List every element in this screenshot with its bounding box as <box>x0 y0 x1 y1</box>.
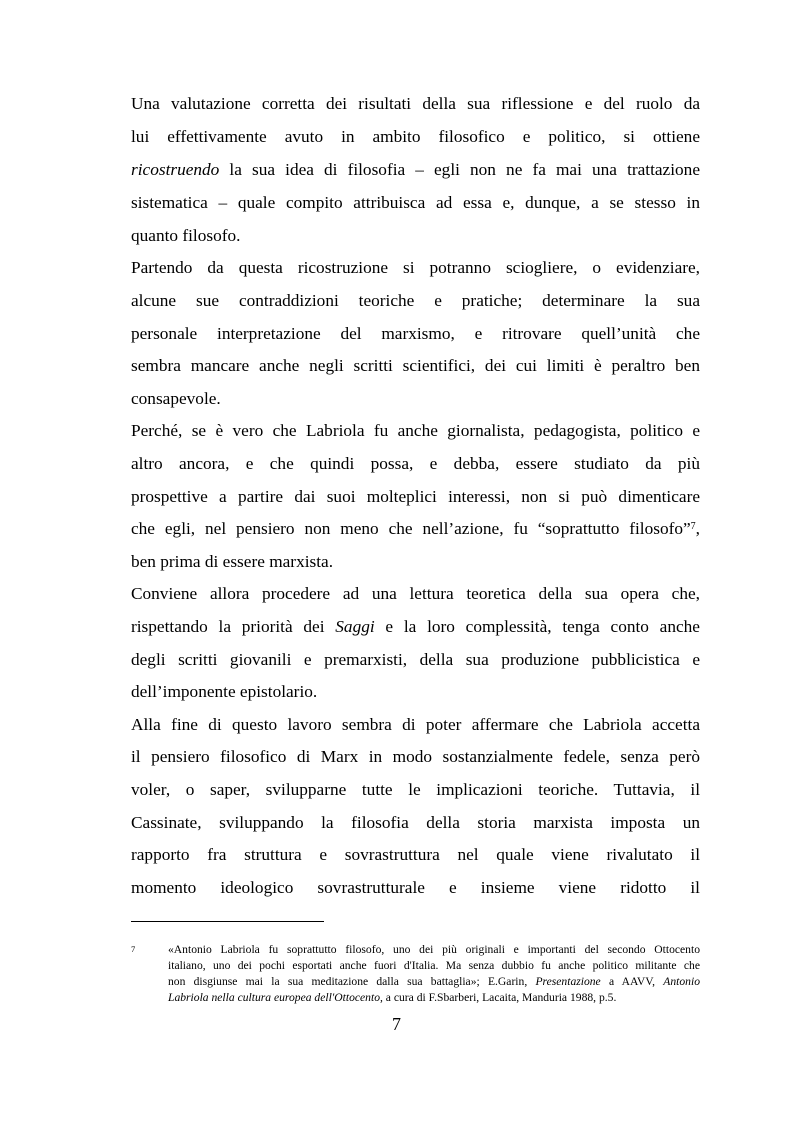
text-line: Cassinate, sviluppando la filosofia della storia marxista imposta un <box>131 813 700 832</box>
text-line: dell’imponente epistolario. <box>131 682 318 701</box>
text-line: voler, o saper, svilupparne tutte le implicazioni teoriche. Tuttavia, il <box>131 780 700 799</box>
text-line: altro ancora, e che quindi possa, e debba, essere studiato da più <box>131 454 700 473</box>
footnote-line <box>168 990 700 1006</box>
text-line: Conviene allora procedere ad una lettura teoretica della sua opera che, <box>131 584 700 603</box>
text-line: il pensiero filosofico di Marx in modo sostanzialmente fedele, senza però <box>131 747 700 766</box>
footnote-reference[interactable]: 7 <box>690 521 696 532</box>
footnote-line <box>168 974 700 990</box>
italic-word: Saggi <box>335 617 375 636</box>
footnote-line: «Antonio Labriola fu soprattutto filosofo, uno dei più originali e importanti del secondo Ottocento <box>168 943 700 956</box>
text-line <box>131 617 700 637</box>
text-line: Partendo da questa ricostruzione si potranno sciogliere, o evidenziare, <box>131 258 700 277</box>
footnote-separator <box>131 921 324 922</box>
italic-title: Labriola nella cultura europea dell'Ottocento, <box>168 991 383 1004</box>
footnote-line: italiano, uno dei pochi esportati anche fuori d'Italia. Ma senza dubbio fu anche politico militante che <box>168 959 700 972</box>
text-line: alcune sue contraddizioni teoriche e pratiche; determinare la sua <box>131 291 700 310</box>
italic-word: ricostruendo <box>131 160 220 179</box>
text-line: Una valutazione corretta dei risultati della sua riflessione e del ruolo da <box>131 94 700 113</box>
text-line: sembra mancare anche negli scritti scientifici, dei cui limiti è peraltro ben <box>131 356 700 375</box>
text-line: lui effettivamente avuto in ambito filosofico e politico, si ottiene <box>131 127 700 146</box>
text-line: prospettive a partire dai suoi molteplici interessi, non si può dimenticare <box>131 487 700 506</box>
text-fragment: rispettando la priorità dei <box>131 617 336 636</box>
text-fragment: la sua idea di filosofia – egli non ne fa mai una trattazione <box>219 160 700 179</box>
italic-title: Presentazione <box>535 975 601 988</box>
text-line: sistematica – quale compito attribuisca ad essa e, dunque, a se stesso in <box>131 193 700 212</box>
text-line: rapporto fra struttura e sovrastruttura nel quale viene rivalutato il <box>131 845 700 864</box>
text-line: quanto filosofo. <box>131 226 241 245</box>
text-line <box>131 160 700 180</box>
text-line: Alla fine di questo lavoro sembra di poter affermare che Labriola accetta <box>131 715 700 734</box>
text-fragment: a AAVV, <box>600 975 664 988</box>
text-line: momento ideologico sovrastrutturale e insieme viene ridotto il <box>131 878 700 897</box>
text-line: consapevole. <box>131 389 221 408</box>
text-line: Perché, se è vero che Labriola fu anche giornalista, pedagogista, politico e <box>131 421 700 440</box>
text-fragment: a cura di F.Sbarberi, Lacaita, Manduria 1988, p.5. <box>382 991 617 1004</box>
text-line: personale interpretazione del marxismo, e ritrovare quell’unità che <box>131 324 700 343</box>
italic-title: Antonio <box>663 975 700 988</box>
text-fragment: , <box>695 519 700 538</box>
text-line: ben prima di essere marxista. <box>131 552 334 571</box>
page-number: 7 <box>392 1014 401 1034</box>
text-fragment: e la loro complessità, tenga conto anche <box>374 617 700 636</box>
text-fragment: non disgiunse mai la sua meditazione dalla sua battaglia»; E.Garin, <box>168 975 536 988</box>
text-line <box>131 519 700 539</box>
footnote-number: 7 <box>131 944 136 954</box>
text-fragment: che egli, nel pensiero non meno che nell’azione, fu “soprattutto filosofo” <box>131 519 691 538</box>
text-line: degli scritti giovanili e premarxisti, della sua produzione pubblicistica e <box>131 650 700 669</box>
